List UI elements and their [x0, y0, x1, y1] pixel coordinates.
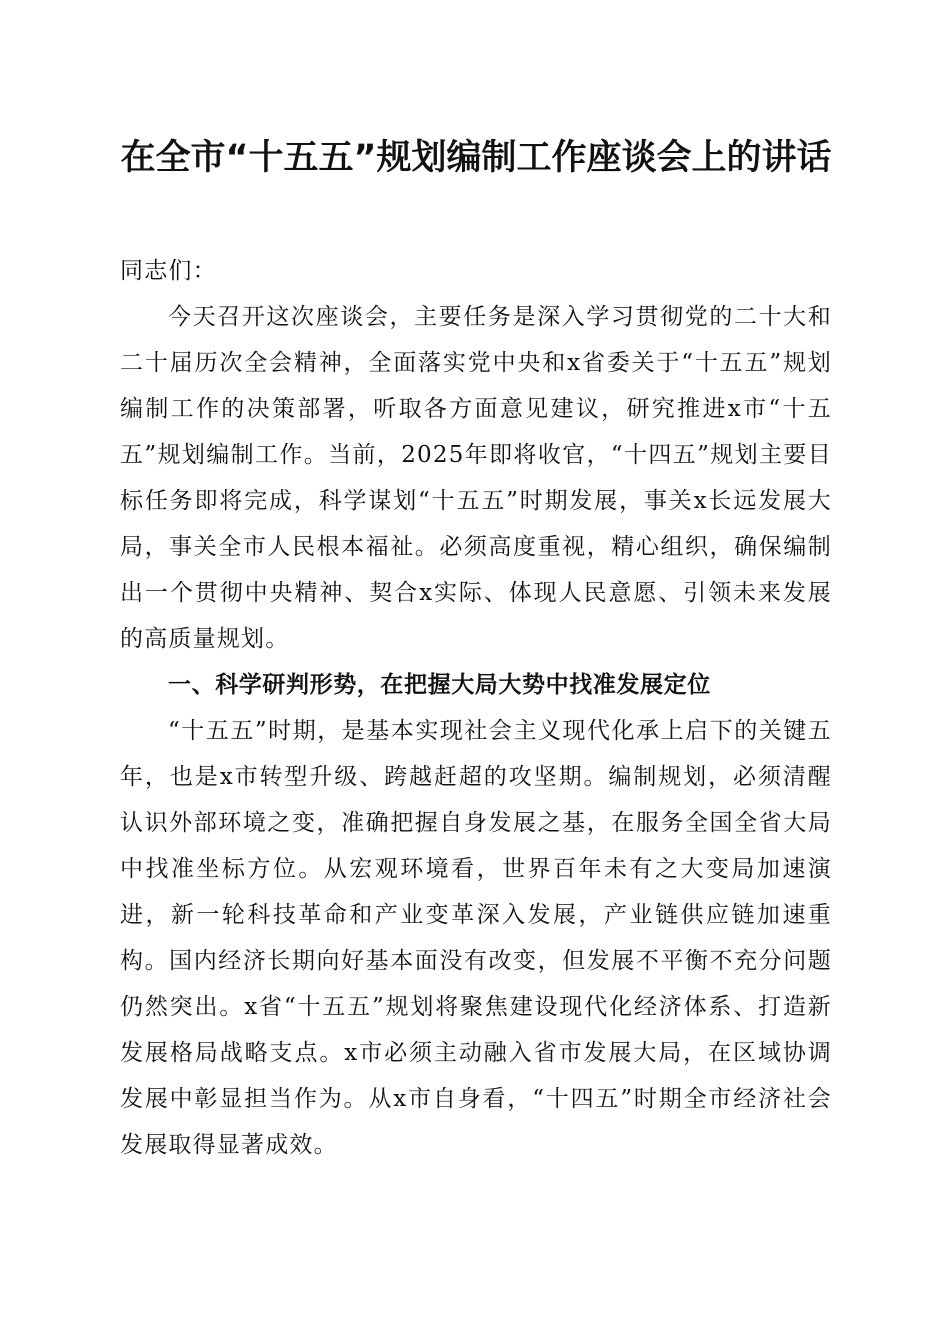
section-heading: 一、科学研判形势，在把握大局大势中找准发展定位 — [168, 672, 711, 698]
document-title: 在全市“十五五”规划编制工作座谈会上的讲话 — [120, 138, 832, 178]
paragraph-section-1: “十五五”时期，是基本实现社会主义现代化承上启下的关键五年，也是x市转型升级、跨越赶超的攻坚期。编制规划，必须清醒认识外部环境之变，准确把握自身发展之基，在服务全国全省大局中找准坐标方位。从宏观环境看，世界百年未有之大变局加速演进，新一轮科技革命和产业变革深入发展，产业链供应链加速重构。国内经济长期向好基本面没有改变，但发展不平衡不充分问题仍然突出。x省“十五五”规划将聚焦建设现代化经济体系、打造新发展格局战略支点。x市必须主动融入省市发展大局，在区域协调发展中彰显担当作为。从x市自身看，“十四五”时期全市经济社会发展取得显著成效。 — [120, 718, 832, 1158]
salutation: 同志们： — [120, 258, 217, 284]
document-body — [120, 248, 832, 1168]
paragraph-intro: 今天召开这次座谈会，主要任务是深入学习贯彻党的二十大和二十届历次全会精神，全面落实党中央和x省委关于“十五五”规划编制工作的决策部署，听取各方面意见建议，研究推进x市“十五五”规划编制工作。当前，2025年即将收官，“十四五”规划主要目标任务即将完成，科学谋划“十五五”时期发展，事关x长远发展大局，事关全市人民根本福祉。必须高度重视，精心组织，确保编制出一个贯彻中央精神、契合x实际、体现人民意愿、引领未来发展的高质量规划。 — [120, 304, 832, 652]
